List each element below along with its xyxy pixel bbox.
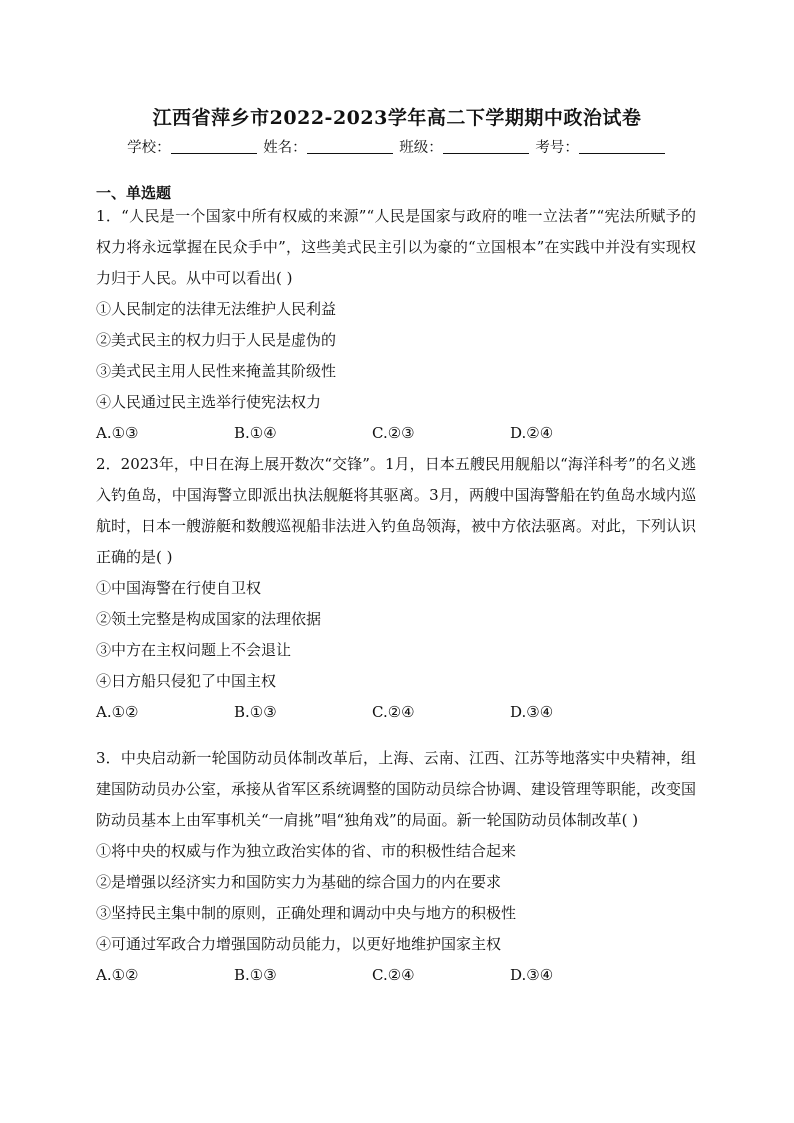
choice-c[interactable]: C.②④: [372, 966, 415, 984]
statement-option: ②是增强以经济实力和国防实力为基础的综合国力的内在要求: [96, 873, 502, 891]
statement-option: ③坚持民主集中制的原则，正确处理和调动中央与地方的积极性: [96, 904, 517, 922]
statement-option: ④日方船只侵犯了中国主权: [96, 672, 277, 690]
statement-option: ②美式民主的权力归于人民是虚伪的: [96, 331, 337, 349]
statement-option: ③中方在主权问题上不会退让: [96, 641, 292, 659]
school-blank[interactable]: [171, 139, 257, 154]
choice-c[interactable]: C.②④: [372, 703, 415, 721]
statement-option: ③美式民主用人民性来掩盖其阶级性: [96, 362, 337, 380]
choice-d[interactable]: D.③④: [510, 966, 554, 984]
choice-b[interactable]: B.①③: [234, 966, 277, 984]
exam-title: 江西省萍乡市2022-2023学年高二下学期期中政治试卷: [152, 107, 642, 129]
statement-option: ①中国海警在行使自卫权: [96, 579, 262, 597]
choice-b[interactable]: B.①③: [234, 703, 277, 721]
answer-choices: [96, 960, 696, 991]
question-stem: 1．“人民是一个国家中所有权威的来源”“人民是国家与政府的唯一立法者”“宪法所赋予的权力将永远掌握在民众手中”，这些美式民主引以为豪的“立国根本”在实践中并没有实现权力归于人民。从中可以看出( ): [96, 207, 696, 287]
class-label: 班级：: [399, 140, 443, 156]
answer-choices: [96, 418, 696, 449]
name-label: 姓名：: [263, 140, 307, 156]
choice-a[interactable]: A.①②: [96, 703, 139, 721]
question-stem: 3．中央启动新一轮国防动员体制改革后，上海、云南、江西、江苏等地落实中央精神，组建国防动员办公室，承接从省军区系统调整的国防动员综合协调、建设管理等职能，改变国防动员基本上由军事机关“一肩挑”唱“独角戏”的局面。新一轮国防动员体制改革( ): [96, 749, 697, 829]
statement-option: ①人民制定的法律无法维护人民利益: [96, 300, 337, 318]
student-info-line: [0, 136, 794, 157]
number-label: 考号：: [535, 140, 579, 156]
choice-d[interactable]: D.②④: [510, 424, 554, 442]
question-stem: 2．2023年，中日在海上展开数次“交锋”。1月，日本五艘民用舰船以“海洋科考”的名义逃入钓鱼岛，中国海警立即派出执法舰艇将其驱离。3月，两艘中国海警船在钓鱼岛水域内巡航时，日本一艘游艇和数艘巡视船非法进入钓鱼岛领海，被中方依法驱离。对此，下列认识正确的是( ): [96, 455, 697, 566]
name-blank[interactable]: [307, 139, 393, 154]
school-label: 学校：: [127, 140, 171, 156]
statement-option: ②领土完整是构成国家的法理依据: [96, 610, 322, 628]
number-blank[interactable]: [579, 139, 665, 154]
question-3: [96, 743, 696, 991]
statement-option: ④人民通过民主选举行使宪法权力: [96, 393, 322, 411]
class-blank[interactable]: [443, 139, 529, 154]
statement-option: ①将中央的权威与作为独立政治实体的省、市的积极性结合起来: [96, 842, 517, 860]
choice-c[interactable]: C.②③: [372, 424, 415, 442]
statement-option: ④可通过军政合力增强国防动员能力，以更好地维护国家主权: [96, 935, 502, 953]
choice-a[interactable]: A.①②: [96, 966, 139, 984]
choice-d[interactable]: D.③④: [510, 703, 554, 721]
choice-a[interactable]: A.①③: [96, 424, 139, 442]
question-2: [96, 449, 696, 728]
choice-b[interactable]: B.①④: [234, 424, 277, 442]
section-heading: 一、单选题: [96, 184, 172, 202]
question-1: [96, 201, 696, 449]
answer-choices: [96, 697, 696, 728]
